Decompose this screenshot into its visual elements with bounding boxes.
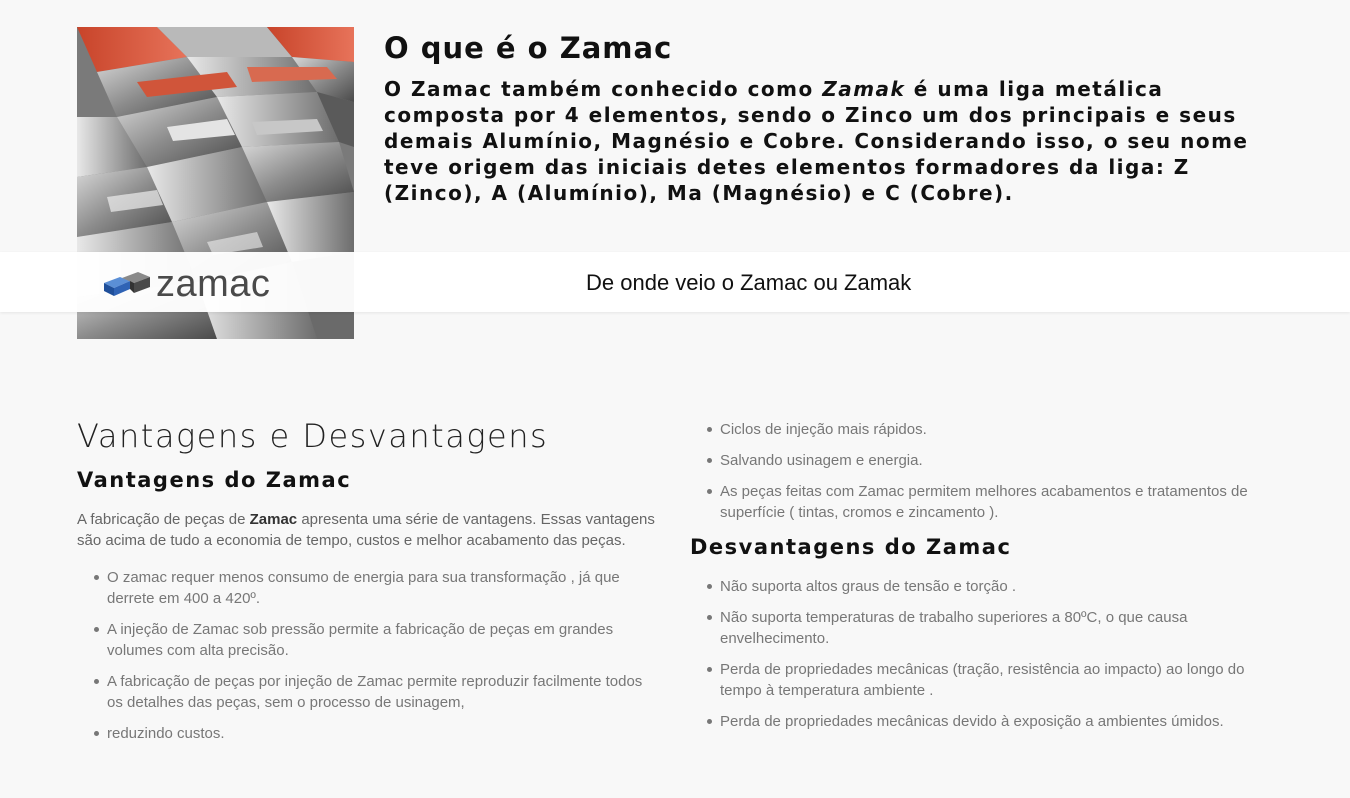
- list-item: A fabricação de peças por injeção de Zamac permite reproduzir facilmente todos os detalhes das peças, sem o processo de usinagem,: [77, 671, 657, 713]
- lead-part1: A fabricação de peças de: [77, 511, 250, 528]
- disadvantages-subtitle: Desvantagens do Zamac: [690, 535, 1012, 559]
- intro-text-part2: é uma liga metálica composta por 4 elementos, sendo o Zinco um dos principais e seus demais Alumínio, Magnésio e Cobre. Considerando isso, o seu nome teve origem das iniciais detes elementos formadores da liga: Z (Zinco), A (Alumínio), Ma (Magnésio) e C (Cobre).: [384, 77, 1249, 205]
- list-item: Perda de propriedades mecânicas devido à exposição a ambientes úmidos.: [690, 711, 1290, 732]
- advantages-lead: [77, 509, 657, 551]
- advantages-column: [77, 416, 657, 754]
- list-item: reduzindo custos.: [77, 723, 657, 744]
- intro-text-part1: O Zamac também conhecido como: [384, 77, 823, 101]
- section-title: Vantagens e Desvantagens: [77, 417, 549, 455]
- list-item: A injeção de Zamac sob pressão permite a fabricação de peças em grandes volumes com alta precisão.: [77, 619, 657, 661]
- header-title: De onde veio o Zamac ou Zamak: [586, 270, 912, 295]
- logo-ingot-side-right: [130, 281, 134, 293]
- lead-part2: apresenta uma série de vantagens. Essas vantagens são acima de tudo a economia de tempo, custos e melhor acabamento das peças.: [77, 511, 655, 549]
- logo-text: zamac: [156, 263, 271, 305]
- list-item: As peças feitas com Zamac permitem melhores acabamentos e tratamentos de superfície ( tintas, cromos e zincamento ).: [690, 481, 1290, 523]
- list-item: Salvando usinagem e energia.: [690, 450, 1290, 471]
- list-item: Ciclos de injeção mais rápidos.: [690, 419, 1290, 440]
- ingot-logo-icon: [104, 269, 154, 299]
- list-item: O zamac requer menos consumo de energia para sua transformação , já que derrete em 400 a 420º.: [77, 567, 657, 609]
- list-item: Perda de propriedades mecânicas (tração, resistência ao impacto) ao longo do tempo à temperatura ambiente .: [690, 659, 1290, 701]
- disadvantages-column: [690, 419, 1290, 742]
- list-item: Não suporta temperaturas de trabalho superiores a 80ºC, o que causa envelhecimento.: [690, 607, 1290, 649]
- intro-section: [384, 30, 1284, 206]
- advantages-list: [77, 567, 657, 744]
- intro-title: O que é o Zamac: [384, 31, 673, 65]
- intro-text: [384, 76, 1284, 206]
- intro-text-emphasis: Zamak: [822, 77, 906, 101]
- sticky-header: [0, 252, 1350, 312]
- list-item: Não suporta altos graus de tensão e torção .: [690, 576, 1290, 597]
- advantages-subtitle: Vantagens do Zamac: [77, 468, 352, 492]
- advantages-list-continued: [690, 419, 1290, 523]
- zamac-logo[interactable]: [104, 265, 270, 303]
- lead-bold: Zamac: [249, 511, 298, 528]
- disadvantages-list: [690, 576, 1290, 732]
